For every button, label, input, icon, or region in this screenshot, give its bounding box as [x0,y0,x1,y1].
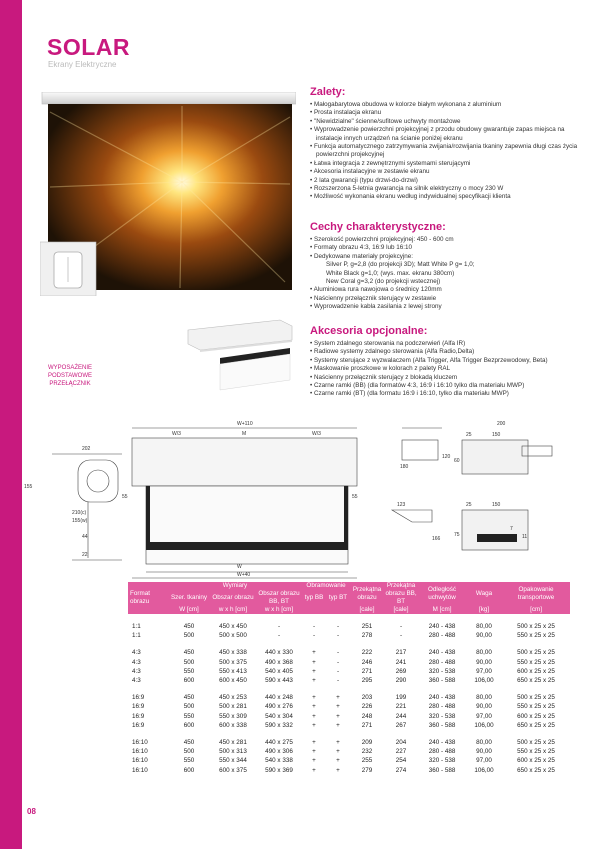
table-cell: 500 x 281 [219,703,247,711]
dim-label: 200 [497,421,506,427]
dim-label: M [242,431,247,437]
table-cell: 450 x 338 [219,649,247,657]
header-diagonal-bb: Przekątna obrazu BB, BT [385,582,417,605]
dim-label: 55 [122,494,128,500]
list-item: • Radiowe systemy zdalnego sterowania (Alfa Radio,Delta) [310,348,585,356]
technical-drawings [22,410,600,580]
dim-label: 7 [510,526,513,532]
table-row [128,747,570,756]
dim-label: W/3 [172,431,181,437]
table-cell: 16:9 [132,694,145,702]
header-fabric-width: Szer. tkaniny [168,590,210,606]
dim-label: 150 [492,502,501,508]
list-item: • Akcesoria instalacyjne w zestawie ekranu [310,168,585,176]
table-cell: 550 [183,667,195,675]
table-cell: 90,00 [476,748,492,756]
list-item: • Systemy sterujące z wyzwalaczem (Alfa Trigger, Alfa Trigger Bezprzewodowy, Beta) [310,357,585,365]
table-cell: 199 [395,694,407,702]
header-bracket-distance: Odległość uchwytów [418,582,466,606]
table-cell: 600 x 25 x 25 [517,667,555,675]
table-cell: 90,00 [476,658,492,666]
table-cell: 280 - 488 [428,748,456,756]
table-cell: + [312,694,316,702]
table-cell: 650 x 25 x 25 [517,677,555,685]
table-cell: 4:3 [132,677,141,685]
dim-label: 22 [82,552,88,558]
dim-label: 210(c) [72,510,87,516]
material-line: Silver P, g=2,8 (do projekcji 3D); Matt White P g= 1,0; [326,261,475,269]
table-cell: 360 - 588 [428,766,456,774]
table-cell: 590 x 369 [265,766,293,774]
table-cell: 360 - 588 [428,721,456,729]
table-cell: 600 x 25 x 25 [517,757,555,765]
table-cell: + [312,721,316,729]
table-cell: 280 - 488 [428,632,456,640]
table-cell: 500 x 25 x 25 [517,694,555,702]
advantages-section [310,86,585,202]
product-photo [40,92,296,296]
table-cell: 500 [183,632,195,640]
list-item: • Wyprowadzenie powierzchni projekcyjnej z przodu obudowy gwarantuje zapas miejsca na instalacje innych urządzeń na ścianie poniżej ekranu [310,126,585,143]
table-cell: - [336,632,340,640]
list-item: • Łatwa integracja z zewnętrznymi systemami sterującymi [310,160,585,168]
list-item: • Naścienny przełącznik sterujący z blokadą kluczem [310,374,585,382]
table-cell: - [336,623,340,630]
dim-label: 155 [24,484,33,490]
unit: [cale] [350,606,384,614]
unit: M [cm] [418,606,466,614]
dim-label: 150 [492,432,501,438]
list-item: • Maskowanie proszkowe w kolorach z palety RAL [310,365,585,373]
list-item: • Małogabarytowa obudowa w kolorze białym wykonana z aluminium [310,101,585,109]
table-row [128,667,570,676]
table-cell: 80,00 [476,739,492,747]
table-cell: 320 - 538 [428,757,456,765]
table-cell: 4:3 [132,667,141,675]
page-subtitle: Ekrany Elektryczne [48,60,117,69]
list-item: • Naścienny przełącznik sterujący w zestawie [310,295,585,303]
table-row [128,721,570,730]
table-cell: 279 [361,766,373,774]
table-cell: 274 [395,766,407,774]
table-cell: 16:9 [132,703,145,711]
table-row [128,640,570,657]
table-cell: 600 x 338 [219,721,247,729]
header-frame: Obramowanie [302,582,350,590]
table-cell: 240 - 438 [428,623,456,630]
table-cell: 106,00 [474,677,494,685]
dim-label: 123 [397,502,406,508]
table-cell: 650 x 25 x 25 [517,721,555,729]
table-cell: + [312,667,316,675]
dim-label: 120 [442,454,451,460]
table-cell: 80,00 [476,623,492,630]
table-cell: 271 [361,667,373,675]
table-cell: + [312,757,316,765]
table-row [128,685,570,702]
header-format: Format obrazu [128,582,168,614]
photo-caption: WYPOSAŻENIE PODSTAWOWE PRZEŁĄCZNIK [47,365,92,387]
table-cell: 269 [395,667,407,675]
table-cell: 251 [361,623,373,630]
table-cell: + [312,649,316,657]
list-item: • Rozszerzona 5-letnia gwarancja na silnik elektryczny o mocy 230 W [310,185,585,193]
list-item: • Możliwość wykonania ekranu według indywidualnej specyfikacji klienta [310,193,585,201]
header-image-area-bb: Obszar obrazu BB, BT [256,590,302,606]
table-cell: 16:10 [132,757,148,765]
casing-photo [180,318,296,400]
table-cell: 550 x 413 [219,667,247,675]
table-cell: 97,00 [476,667,492,675]
table-cell: 16:9 [132,721,145,729]
dim-label: W [237,564,242,570]
table-cell: + [336,757,340,765]
table-cell: + [312,712,316,720]
table-cell: 490 x 368 [265,658,293,666]
unit: w x h [cm] [256,606,302,614]
table-cell: 4:3 [132,658,141,666]
table-cell: 16:10 [132,739,148,747]
table-cell: - [312,623,316,630]
table-cell: 4:3 [132,649,141,657]
table-cell: 600 [183,766,195,774]
table-cell: 500 x 25 x 25 [517,649,555,657]
table-cell: + [336,703,340,711]
table-cell: 550 x 25 x 25 [517,632,555,640]
table-cell: 290 [395,677,407,685]
table-cell: - [277,623,281,630]
table-cell: 650 x 25 x 25 [517,766,555,774]
table-cell: 550 x 25 x 25 [517,748,555,756]
header-image-area: Obszar obrazu [210,590,256,606]
table-cell: 246 [361,658,373,666]
unit: w x h [cm] [210,606,256,614]
table-cell: 450 [183,694,195,702]
table-row [128,658,570,667]
table-cell: 244 [395,712,407,720]
table-cell: 550 [183,757,195,765]
dim-label: 202 [82,446,91,452]
list-item: • Czarne ramki (BT) (dla formatu 16:9 i 16:10, tylko dla materiału MWP) [310,390,585,398]
list-item: • "Niewidzialne" ścienne/sufitowe uchwyty montażowe [310,118,585,126]
table-cell: 440 x 275 [265,739,293,747]
table-cell: 590 x 332 [265,721,293,729]
list-item: • Czarne ramki (BB) (dla formatów 4:3, 16:9 i 16:10 tylko dla materiału MWP) [310,382,585,390]
table-cell: 240 - 438 [428,694,456,702]
material-line: New Coral g=3,2 (do projekcji wstecznej) [326,278,441,286]
table-cell: 450 x 253 [219,694,247,702]
spec-table [128,582,570,775]
table-cell: + [312,766,316,774]
list-item: • Wyprowadzenie kabla zasilania z lewej strony [310,303,585,311]
table-cell: 590 x 443 [265,677,293,685]
table-cell: 500 [183,748,195,756]
table-cell: 240 - 438 [428,739,456,747]
list-item: • Formaty obrazu 4:3, 16:9 lub 16:10 [310,244,585,252]
sidebar-stripe [0,0,22,849]
table-cell: 280 - 488 [428,658,456,666]
list-item: • Dedykowane materiały projekcyjne: [310,253,585,261]
list-item: • System zdalnego sterowania na podczerwień (Alfa IR) [310,340,585,348]
spec-table-body [128,614,570,775]
header-type-bb: typ BB [302,590,326,606]
table-cell: 540 x 338 [265,757,293,765]
table-cell: + [336,739,340,747]
header-diagonal: Przekątna obrazu [350,582,384,606]
table-cell: 222 [361,649,373,657]
table-cell: 500 [183,658,195,666]
table-cell: 500 x 25 x 25 [517,739,555,747]
unit: W [cm] [168,606,210,614]
accessories-heading: Akcesoria opcjonalne: [310,325,428,337]
material-line: White Black g=1,0; (wys. max. ekranu 380cm) [326,269,455,277]
table-cell: 16:10 [132,748,148,756]
table-cell: 1:1 [132,632,141,640]
table-row [128,766,570,775]
table-cell: 600 x 450 [219,677,247,685]
table-cell: 550 x 309 [219,712,247,720]
table-cell: 248 [361,712,373,720]
table-cell: 271 [361,721,373,729]
table-cell: 278 [361,632,373,640]
table-cell: 440 x 330 [265,649,293,657]
table-cell: + [312,739,316,747]
header-type-bt: typ BT [326,590,350,606]
table-cell: 209 [361,739,373,747]
dim-label: 11 [522,534,528,540]
table-cell: 106,00 [474,721,494,729]
table-cell: - [336,677,340,685]
table-row [128,676,570,685]
table-cell: + [336,721,340,729]
dim-label: 55 [352,494,358,500]
table-row [128,702,570,711]
dim-label: 155(w) [72,518,88,524]
table-cell: 241 [395,658,407,666]
table-cell: 540 x 304 [265,712,293,720]
table-cell: 500 x 500 [219,632,247,640]
table-row [128,712,570,721]
table-cell: 267 [395,721,407,729]
table-row [128,631,570,640]
dim-label: 75 [454,532,460,538]
dim-label: 180 [400,464,409,470]
table-cell: 16:10 [132,766,148,774]
advantages-heading: Zalety: [310,86,346,98]
list-item: • 2 lata gwarancji (typu drzwi-do-drzwi) [310,177,585,185]
table-cell: 16:9 [132,712,145,720]
table-cell: 440 x 248 [265,694,293,702]
table-cell: + [312,703,316,711]
table-cell: 550 x 25 x 25 [517,658,555,666]
table-cell: + [312,658,316,666]
table-cell: 500 x 375 [219,658,247,666]
table-cell: 90,00 [476,703,492,711]
table-cell: 450 [183,649,195,657]
table-cell: 97,00 [476,712,492,720]
list-item: • Prosta instalacja ekranu [310,109,585,117]
unit: [kg] [466,606,502,614]
table-cell: 240 - 438 [428,649,456,657]
table-cell: 450 x 450 [219,623,247,630]
table-cell: 600 x 375 [219,766,247,774]
table-cell: + [312,748,316,756]
table-cell: 217 [395,649,407,657]
table-cell: 490 x 276 [265,703,293,711]
dim-label: W/3 [312,431,321,437]
header-weight: Waga [466,582,502,606]
table-cell: 450 [183,623,195,630]
features-heading: Cechy charakterystyczne: [310,221,446,233]
table-cell: + [336,748,340,756]
table-cell: 600 [183,677,195,685]
unit: [cale] [384,606,418,614]
table-cell: 280 - 488 [428,703,456,711]
unit: [cm] [502,606,570,614]
table-row [128,614,570,631]
table-cell: 80,00 [476,694,492,702]
table-cell: + [312,677,316,685]
table-cell: 227 [395,748,407,756]
table-cell: 550 x 25 x 25 [517,703,555,711]
table-cell: 80,00 [476,649,492,657]
table-cell: 600 [183,721,195,729]
table-cell: 450 x 281 [219,739,247,747]
table-cell: 360 - 588 [428,677,456,685]
table-cell: 500 [183,703,195,711]
dim-label: 44 [82,534,88,540]
list-item: • Aluminiowa rura nawojowa o średnicy 120mm [310,286,585,294]
dim-label: 25 [466,432,472,438]
table-cell: - [336,649,340,657]
table-cell: 90,00 [476,632,492,640]
table-cell: 490 x 306 [265,748,293,756]
table-cell: + [336,766,340,774]
table-cell: - [399,623,403,630]
table-cell: 203 [361,694,373,702]
table-cell: 97,00 [476,757,492,765]
accessories-section [310,325,585,399]
table-cell: 500 x 25 x 25 [517,623,555,630]
table-cell: 295 [361,677,373,685]
table-cell: - [336,658,340,666]
table-cell: - [399,632,403,640]
table-cell: - [312,632,316,640]
dim-label: W+110 [237,421,253,427]
table-cell: 550 x 344 [219,757,247,765]
table-cell: 232 [361,748,373,756]
table-cell: + [336,712,340,720]
table-cell: 204 [395,739,407,747]
dim-label: 60 [454,458,460,464]
table-cell: 600 x 25 x 25 [517,712,555,720]
table-cell: 320 - 538 [428,712,456,720]
table-cell: - [277,632,281,640]
dim-label: W+40 [237,572,251,578]
page-number: 08 [27,807,36,816]
list-item: • Szerokość powierzchni projekcyjnej: 450 - 600 cm [310,236,585,244]
table-cell: 450 [183,739,195,747]
table-cell: - [336,667,340,675]
table-cell: 320 - 538 [428,667,456,675]
dim-label: 25 [466,502,472,508]
table-cell: 106,00 [474,766,494,774]
table-cell: 221 [395,703,407,711]
table-row [128,730,570,747]
table-cell: + [336,694,340,702]
dim-label: 166 [432,536,441,542]
table-cell: 255 [361,757,373,765]
header-packaging: Opakowanie transportowe [502,582,570,606]
table-cell: 254 [395,757,407,765]
table-cell: 226 [361,703,373,711]
table-cell: 550 [183,712,195,720]
features-section [310,221,585,312]
page-title: SOLAR [47,34,130,60]
header-dimensions: Wymiary [168,582,302,590]
table-row [128,756,570,765]
table-cell: 1:1 [132,623,141,630]
list-item: • Funkcja automatycznego zatrzymywania zwijania/rozwijania tkaniny zapewnia długi czas życia powierzchni projekcyjnej [310,143,585,160]
screen-casing [42,92,296,104]
table-cell: 540 x 405 [265,667,293,675]
table-cell: 500 x 313 [219,748,247,756]
